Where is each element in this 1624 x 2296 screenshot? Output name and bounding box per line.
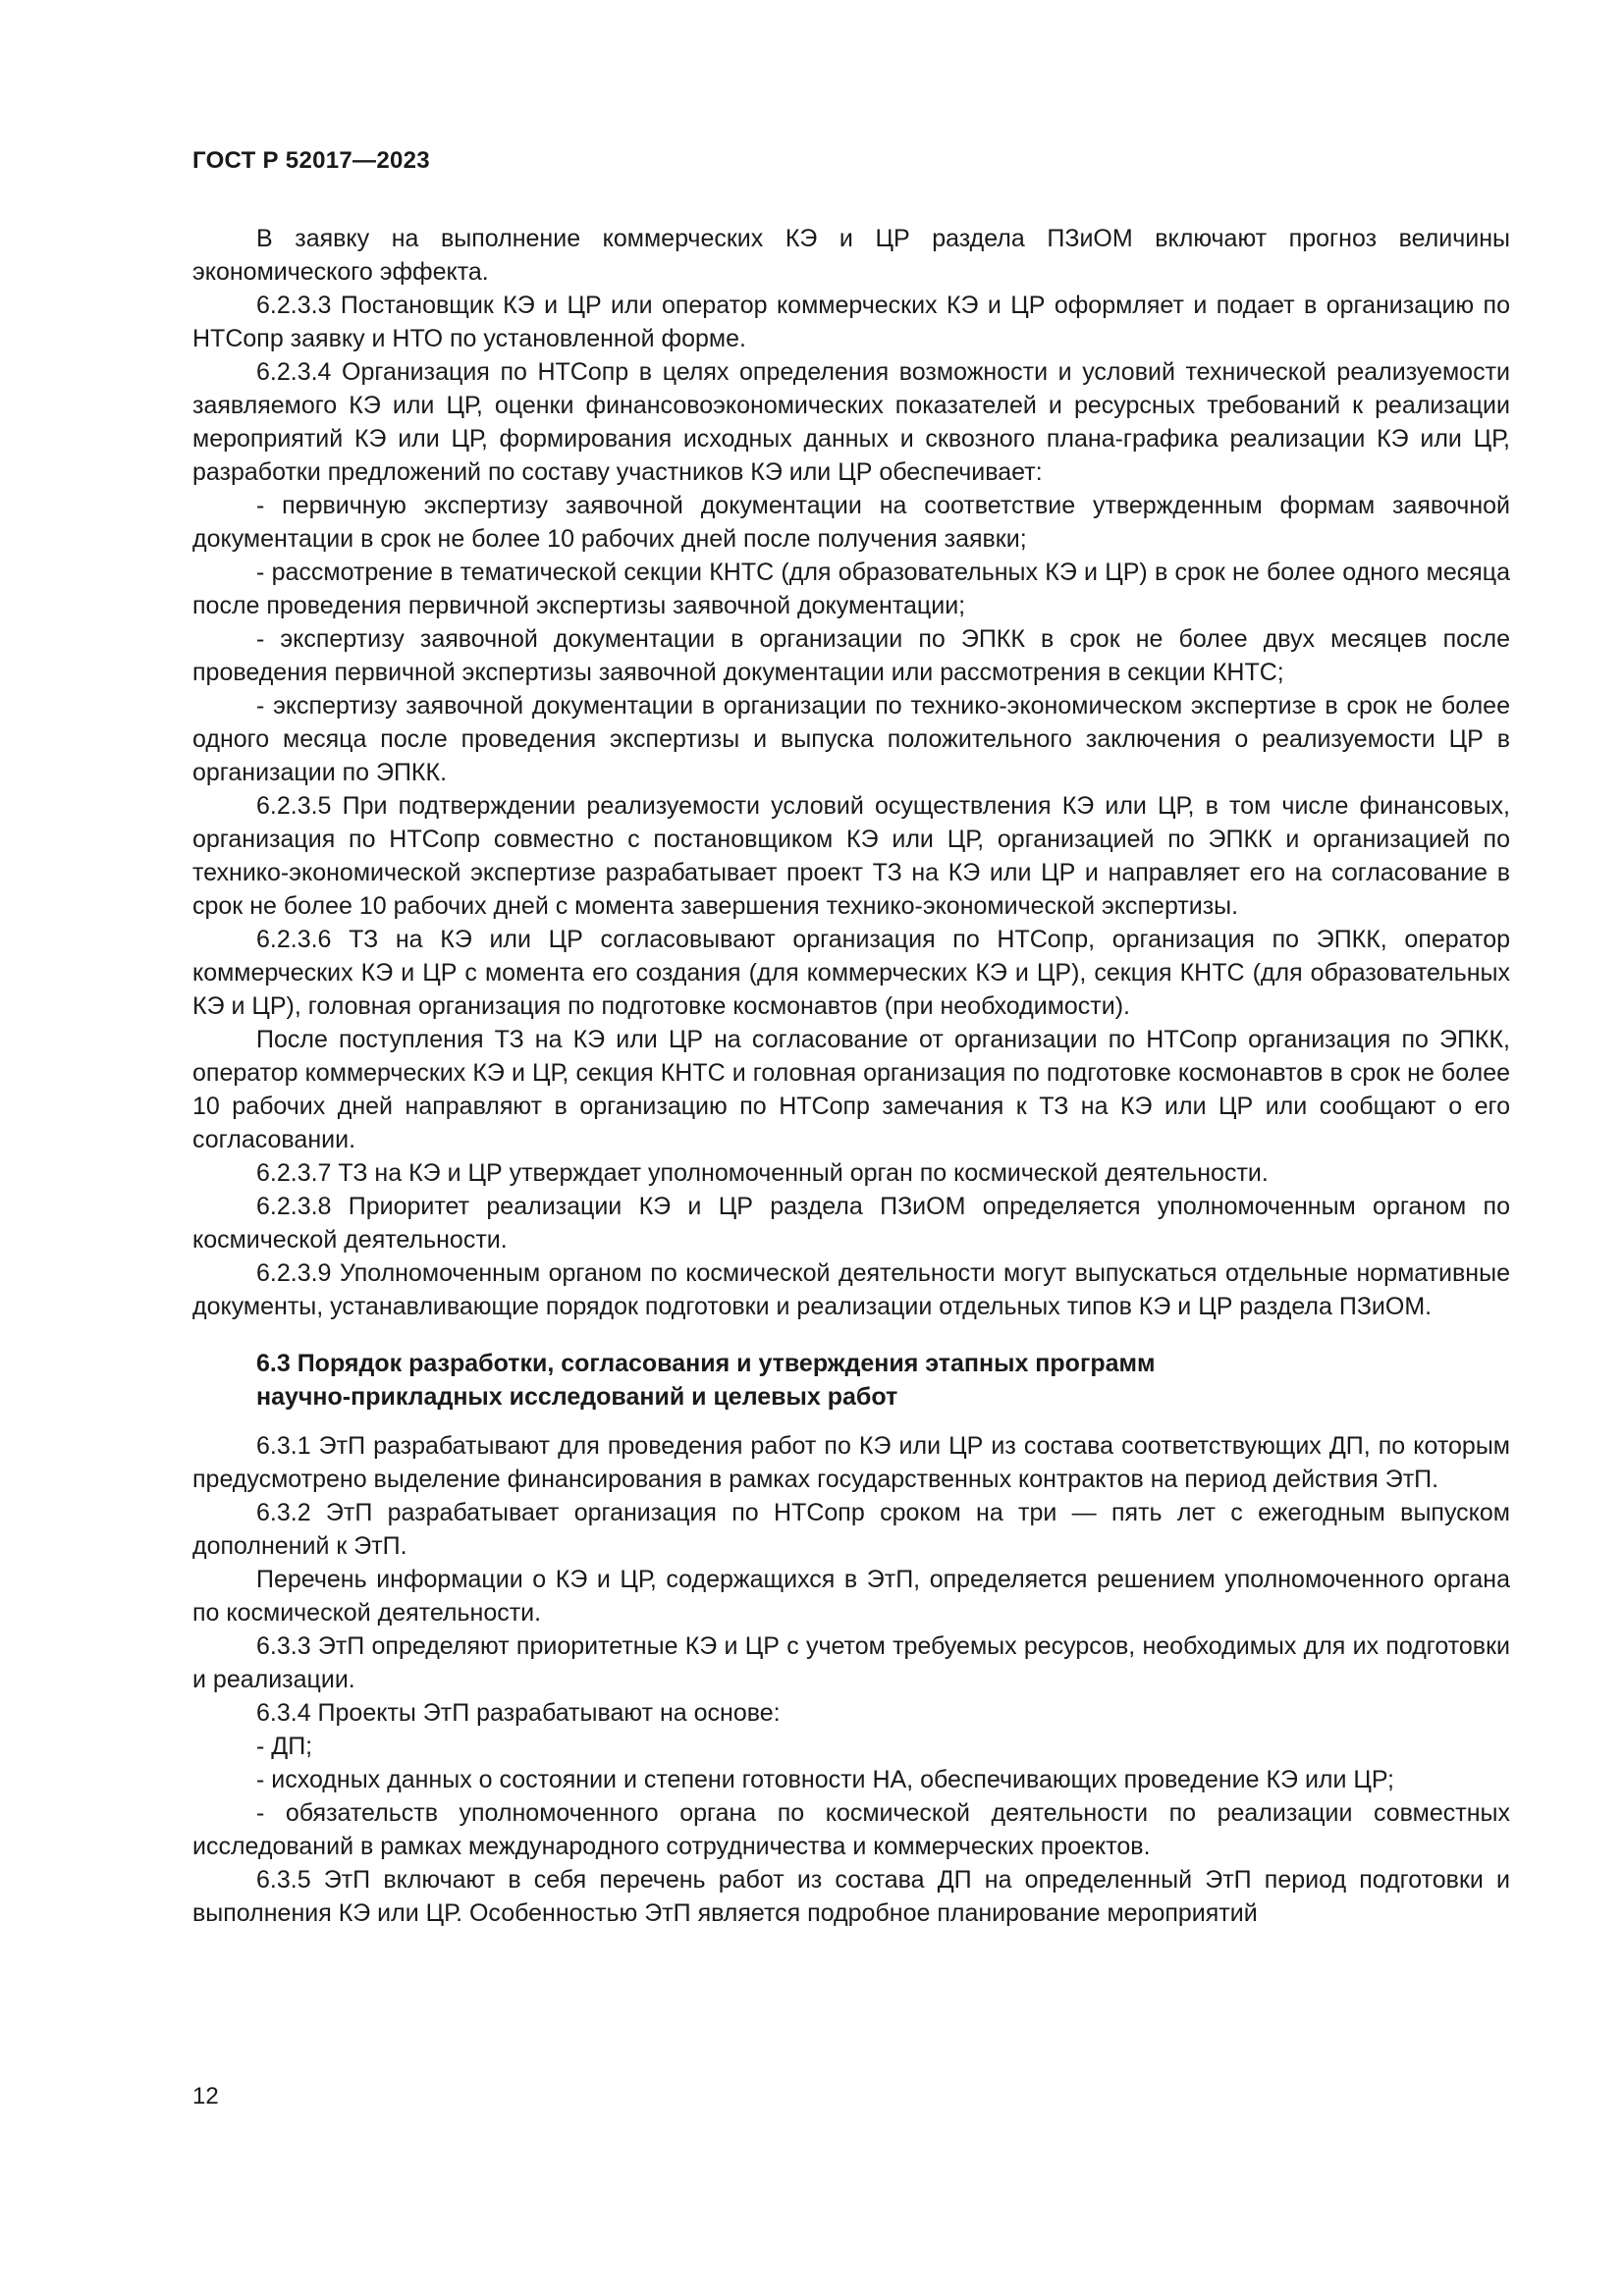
paragraph: 6.3.5 ЭтП включают в себя перечень работ из состава ДП на определенный ЭтП период подготовки и выполнения КЭ или ЦР. Особенностью ЭтП является подробное планирование мероприятий (192, 1866, 1510, 1927)
paragraphs-before-section (192, 222, 1510, 1323)
document-id-header: ГОСТ Р 52017—2023 (192, 147, 430, 174)
paragraph: 6.2.3.8 Приоритет реализации КЭ и ЦР раздела ПЗиОМ определяется уполномоченным органом по космической деятельности. (192, 1193, 1510, 1254)
paragraph: После поступления ТЗ на КЭ или ЦР на согласование от организации по НТСопр организация по ЭПКК, оператор коммерческих КЭ и ЦР, секция КНТС и головная организация по подготовке космонавтов в срок не более 10 рабочих дней направляют в организацию по НТСопр замечания к ТЗ на КЭ или ЦР или сообщают о его согласовании. (192, 1026, 1510, 1153)
paragraph: - исходных данных о состоянии и степени готовности НА, обеспечивающих проведение КЭ или ЦР; (256, 1766, 1394, 1793)
paragraph: - экспертизу заявочной документации в организации по технико-экономическом экспертизе в срок не более одного месяца после проведения экспертизы и выпуска положительного заключения о реализуемости ЦР в организации по ЭПКК. (192, 692, 1510, 786)
paragraph: 6.2.3.3 Постановщик КЭ и ЦР или оператор коммерческих КЭ и ЦР оформляет и подает в организацию по НТСопр заявку и НТО по установленной форме. (192, 292, 1510, 352)
page-number: 12 (192, 2083, 219, 2109)
paragraph: - рассмотрение в тематической секции КНТС (для образовательных КЭ и ЦР) в срок не более одного месяца после проведения первичной экспертизы заявочной документации; (192, 559, 1510, 619)
paragraph: - первичную экспертизу заявочной документации на соответствие утвержденным формам заявочной документации в срок не более 10 рабочих дней после получения заявки; (192, 492, 1510, 553)
paragraph: 6.2.3.7 ТЗ на КЭ и ЦР утверждает уполномоченный орган по космической деятельности. (256, 1159, 1269, 1187)
paragraph: 6.2.3.6 ТЗ на КЭ или ЦР согласовывают организация по НТСопр, организация по ЭПКК, оператор коммерческих КЭ и ЦР с момента его создания (для коммерческих КЭ и ЦР), секция КНТС (для образовательных КЭ и ЦР), головная организация по подготовке космонавтов (при необходимости). (192, 926, 1510, 1020)
paragraph: 6.3.3 ЭтП определяют приоритетные КЭ и ЦР с учетом требуемых ресурсов, необходимых для их подготовки и реализации. (192, 1632, 1510, 1693)
paragraph: 6.2.3.9 Уполномоченным органом по космической деятельности могут выпускаться отдельные нормативные документы, устанавливающие порядок подготовки и реализации отдельных типов КЭ и ЦР раздела ПЗиОМ. (192, 1259, 1510, 1320)
section-heading-line1: 6.3 Порядок разработки, согласования и утверждения этапных программ (256, 1350, 1156, 1377)
document-body (192, 222, 1510, 1930)
paragraph: - ДП; (256, 1733, 313, 1760)
section-heading (256, 1347, 1510, 1414)
paragraph: Перечень информации о КЭ и ЦР, содержащихся в ЭтП, определяется решением уполномоченного органа по космической деятельности. (192, 1566, 1510, 1627)
paragraph: 6.2.3.5 При подтверждении реализуемости условий осуществления КЭ или ЦР, в том числе финансовых, организация по НТСопр совместно с постановщиком КЭ или ЦР, организацией по ЭПКК и организацией по технико-экономической экспертизе разрабатывает проект ТЗ на КЭ или ЦР и направляет его на согласование в срок не более 10 рабочих дней с момента завершения технико-экономической экспертизы. (192, 792, 1510, 920)
paragraph: В заявку на выполнение коммерческих КЭ и ЦР раздела ПЗиОМ включают прогноз величины экономического эффекта. (192, 225, 1510, 286)
paragraphs-after-section (192, 1429, 1510, 1930)
paragraph: 6.3.1 ЭтП разрабатывают для проведения работ по КЭ или ЦР из состава соответствующих ДП, по которым предусмотрено выделение финансирования в рамках государственных контрактов на период действия ЭтП. (192, 1432, 1510, 1493)
paragraph: 6.2.3.4 Организация по НТСопр в целях определения возможности и условий технической реализуемости заявляемого КЭ или ЦР, оценки финансовоэкономических показателей и ресурсных требований к реализации мероприятий КЭ или ЦР, формирования исходных данных и сквозного плана-графика реализации КЭ или ЦР, разработки предложений по составу участников КЭ или ЦР обеспечивает: (192, 358, 1510, 486)
paragraph: 6.3.4 Проекты ЭтП разрабатывают на основе: (256, 1699, 781, 1727)
paragraph: - экспертизу заявочной документации в организации по ЭПКК в срок не более двух месяцев после проведения первичной экспертизы заявочной документации или рассмотрения в секции КНТС; (192, 625, 1510, 686)
paragraph: - обязательств уполномоченного органа по космической деятельности по реализации совместных исследований в рамках международного сотрудничества и коммерческих проектов. (192, 1799, 1510, 1860)
paragraph: 6.3.2 ЭтП разрабатывает организация по НТСопр сроком на три — пять лет с ежегодным выпуском дополнений к ЭтП. (192, 1499, 1510, 1560)
section-heading-line2: научно-прикладных исследований и целевых работ (256, 1383, 898, 1411)
